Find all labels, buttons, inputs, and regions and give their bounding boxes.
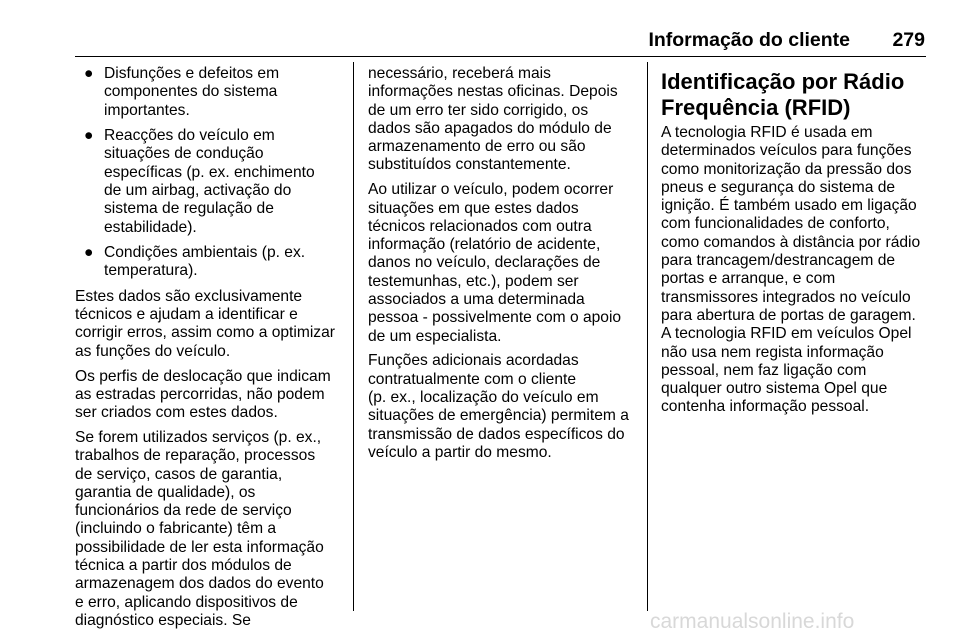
text-line: pessoa - possivelmente com o apoio xyxy=(368,309,622,327)
text-line: Frequência (RFID) xyxy=(661,94,851,120)
text-line: situações de emergência) permitem a xyxy=(368,407,629,425)
text-line: de um especialista. xyxy=(368,327,502,345)
text-line: pneus e segurança do sistema de xyxy=(661,178,896,196)
text-line: contratualmente com o cliente xyxy=(368,370,577,388)
text-line: funcionários da rede de serviço xyxy=(75,502,292,520)
text-line: Os perfis de deslocação que indicam xyxy=(75,367,331,385)
text-line: associados a uma determinada xyxy=(368,291,585,309)
text-line: não usa nem regista informação xyxy=(661,343,884,361)
text-line: para abertura de portas de garagem. xyxy=(661,306,916,324)
text-line: Estes dados são exclusivamente xyxy=(75,287,303,305)
text-line: pessoal, nem faz ligação com xyxy=(661,361,867,379)
paragraph xyxy=(368,181,640,346)
text-line: situações em que estes dados xyxy=(368,199,579,217)
text-line: componentes do sistema xyxy=(104,83,278,101)
text-line: específicas (p. ex. enchimento xyxy=(104,163,315,181)
text-line: Reacções do veículo em xyxy=(104,127,275,145)
text-line: necessário, receberá mais xyxy=(368,65,551,82)
text-line: armazenamento de erro ou são xyxy=(368,138,586,156)
paragraph xyxy=(661,124,933,417)
page-header-title: Informação do cliente xyxy=(648,29,850,51)
text-line: Se forem utilizados serviços (p. ex., xyxy=(75,428,322,446)
paragraph xyxy=(75,429,347,630)
text-line: A tecnologia RFID é usada em xyxy=(661,124,873,141)
text-line: informações nestas oficinas. Depois xyxy=(368,83,618,101)
text-line: qualquer outro sistema Opel que xyxy=(661,380,888,398)
paragraph xyxy=(368,352,640,462)
text-line: Condições ambientais (p. ex. xyxy=(104,244,306,262)
text-line: importantes. xyxy=(104,101,190,119)
text-line: dados são apagados do módulo de xyxy=(368,119,612,137)
text-column-2 xyxy=(368,65,640,469)
paragraph xyxy=(75,368,347,423)
text-line: transmissão de dados específicos do xyxy=(368,425,625,443)
section-heading xyxy=(661,69,933,120)
paragraph xyxy=(75,288,347,361)
text-line: sistema de regulação de xyxy=(104,200,274,218)
header-rule xyxy=(75,56,926,57)
bullet-item xyxy=(75,244,347,281)
bullet-dot-icon: ● xyxy=(84,65,94,82)
text-line: A tecnologia RFID em veículos Opel xyxy=(661,325,912,343)
bullet-dot-icon: ● xyxy=(84,244,94,262)
text-line: como comandos à distância por rádio xyxy=(661,233,921,251)
text-line: garantia de qualidade), os xyxy=(75,483,256,501)
text-line: de um airbag, activação do xyxy=(104,181,292,199)
paragraph xyxy=(368,65,640,175)
text-line: informação (relatório de acidente, xyxy=(368,236,601,254)
text-line: e erro, aplicando dispositivos de xyxy=(75,593,298,611)
text-line: trabalhos de reparação, processos xyxy=(75,447,316,465)
text-line: Ao utilizar o veículo, podem ocorrer xyxy=(368,181,614,199)
text-line: para trancagem/destrancagem de xyxy=(661,252,896,270)
text-line: com funcionalidades de conforto, xyxy=(661,215,890,233)
text-line: testemunhas, etc.), podem ser xyxy=(368,272,579,290)
text-line: determinados veículos para funções xyxy=(661,142,912,160)
bullet-item xyxy=(75,65,347,120)
text-line: contenha informação pessoal. xyxy=(661,398,870,416)
page-number: 279 xyxy=(892,29,925,51)
text-line: de um erro ter sido corrigido, os xyxy=(368,101,589,119)
text-line: temperatura). xyxy=(104,262,198,280)
text-line: técnicos e ajudam a identificar e xyxy=(75,306,298,324)
text-line: possibilidade de ler esta informação xyxy=(75,538,324,556)
text-line: ignição. É também usado em ligação xyxy=(661,197,917,215)
text-column-1 xyxy=(75,65,347,637)
column-divider-1 xyxy=(353,62,354,611)
text-line: as funções do veículo. xyxy=(75,342,231,360)
text-line: substituídos constantemente. xyxy=(368,156,571,174)
text-column-3 xyxy=(661,69,933,423)
text-line: estabilidade). xyxy=(104,218,197,236)
text-line: situações de condução xyxy=(104,145,264,163)
text-line: armazenagem dos dados do evento xyxy=(75,575,324,593)
text-line: portas e arranque, e com xyxy=(661,270,836,288)
text-line: transmissores integrados no veículo xyxy=(661,288,911,306)
text-line: ser criados com estes dados. xyxy=(75,404,278,422)
text-line: diagnóstico especiais. Se xyxy=(75,611,251,629)
text-line: corrigir erros, assim como a optimizar xyxy=(75,324,335,342)
watermark: carmanualsonline.info xyxy=(650,610,855,633)
text-line: danos no veículo, declarações de xyxy=(368,254,601,272)
text-line: Funções adicionais acordadas xyxy=(368,352,579,370)
column-divider-2 xyxy=(647,62,648,611)
text-line: técnicos relacionados com outra xyxy=(368,217,592,235)
text-line: como monitorização da pressão dos xyxy=(661,160,912,178)
bullet-dot-icon: ● xyxy=(84,127,94,145)
text-line: Disfunções e defeitos em xyxy=(104,65,280,82)
text-line: (incluindo o fabricante) têm a xyxy=(75,520,277,538)
bullet-item xyxy=(75,127,347,237)
text-line: técnica a partir dos módulos de xyxy=(75,556,292,574)
text-line: veículo a partir do mesmo. xyxy=(368,443,552,461)
text-line: Identificação por Rádio xyxy=(661,69,905,94)
text-line: as estradas percorridas, não podem xyxy=(75,385,325,403)
text-line: (p. ex., localização do veículo em xyxy=(368,389,599,407)
text-line: de serviço, casos de garantia, xyxy=(75,465,283,483)
